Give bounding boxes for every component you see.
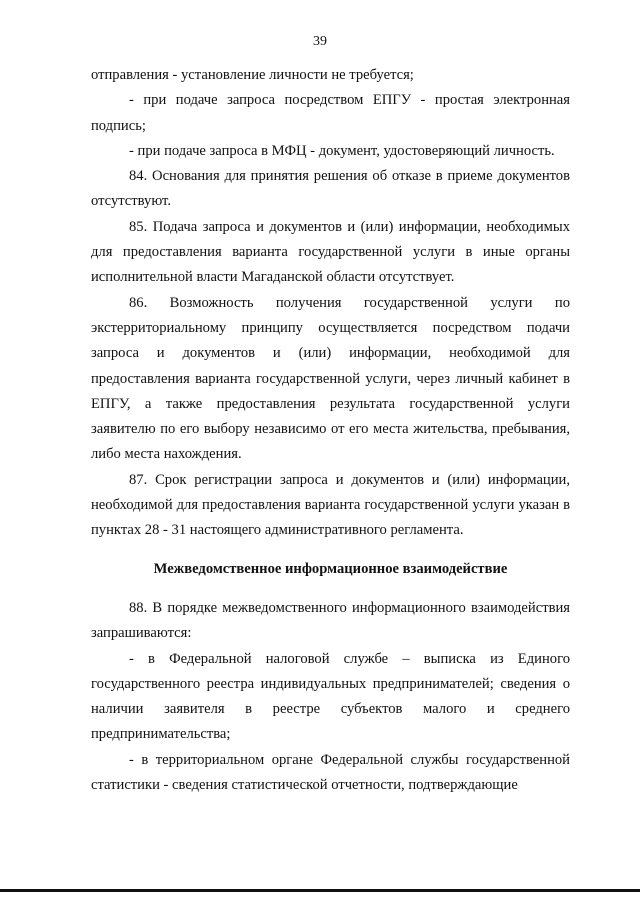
paragraph-85: 85. Подача запроса и документов и (или) информации, необходимых для предоставления варианта государственной услуги в иные органы исполнительной власти Магаданской области отсутствует. [91, 218, 570, 286]
paragraph-rosstat: - в территориальном органе Федеральной службы государственной статистики - сведения статистической отчетности, подтверждающие [91, 751, 570, 794]
document-body [91, 63, 570, 798]
section-heading: Межведомственное информационное взаимодействие [153, 560, 508, 577]
paragraph-p3: - при подаче запроса в МФЦ - документ, удостоверяющий личность. [129, 142, 555, 159]
paragraph-84: 84. Основания для принятия решения об отказе в приеме документов отсутствуют. [91, 168, 570, 210]
paragraph-p1: отправления - установление личности не требуется; [91, 67, 414, 83]
paragraph-fns: - в Федеральной налоговой службе – выписка из Единого государственного реестра индивидуальных предпринимателей; сведения о наличии заявителя в реестре субъектов малого и среднего предпринимательства; [91, 650, 570, 743]
paragraph-86: 86. Возможность получения государственной услуги по экстерриториальному принципу осуществляется посредством подачи запроса и документов и (или) информации, необходимой для предоставления варианта государственной услуги, через личный кабинет в ЕПГУ, а также предоставления результата государственной услуги заявителю по его выбору независимо от его места жительства, пребывания, либо места нахождения. [91, 294, 570, 463]
page-number: 39 [313, 34, 327, 49]
paragraph-p2: - при подаче запроса посредством ЕПГУ - простая электронная подпись; [91, 92, 570, 134]
paragraph-87: 87. Срок регистрации запроса и документов и (или) информации, необходимой для предоставления варианта государственной услуги указан в пунктах 28 - 31 настоящего административного регламента. [91, 471, 570, 539]
paragraph-88: 88. В порядке межведомственного информационного взаимодействия запрашиваются: [91, 599, 570, 642]
page-bottom-border [0, 889, 640, 892]
